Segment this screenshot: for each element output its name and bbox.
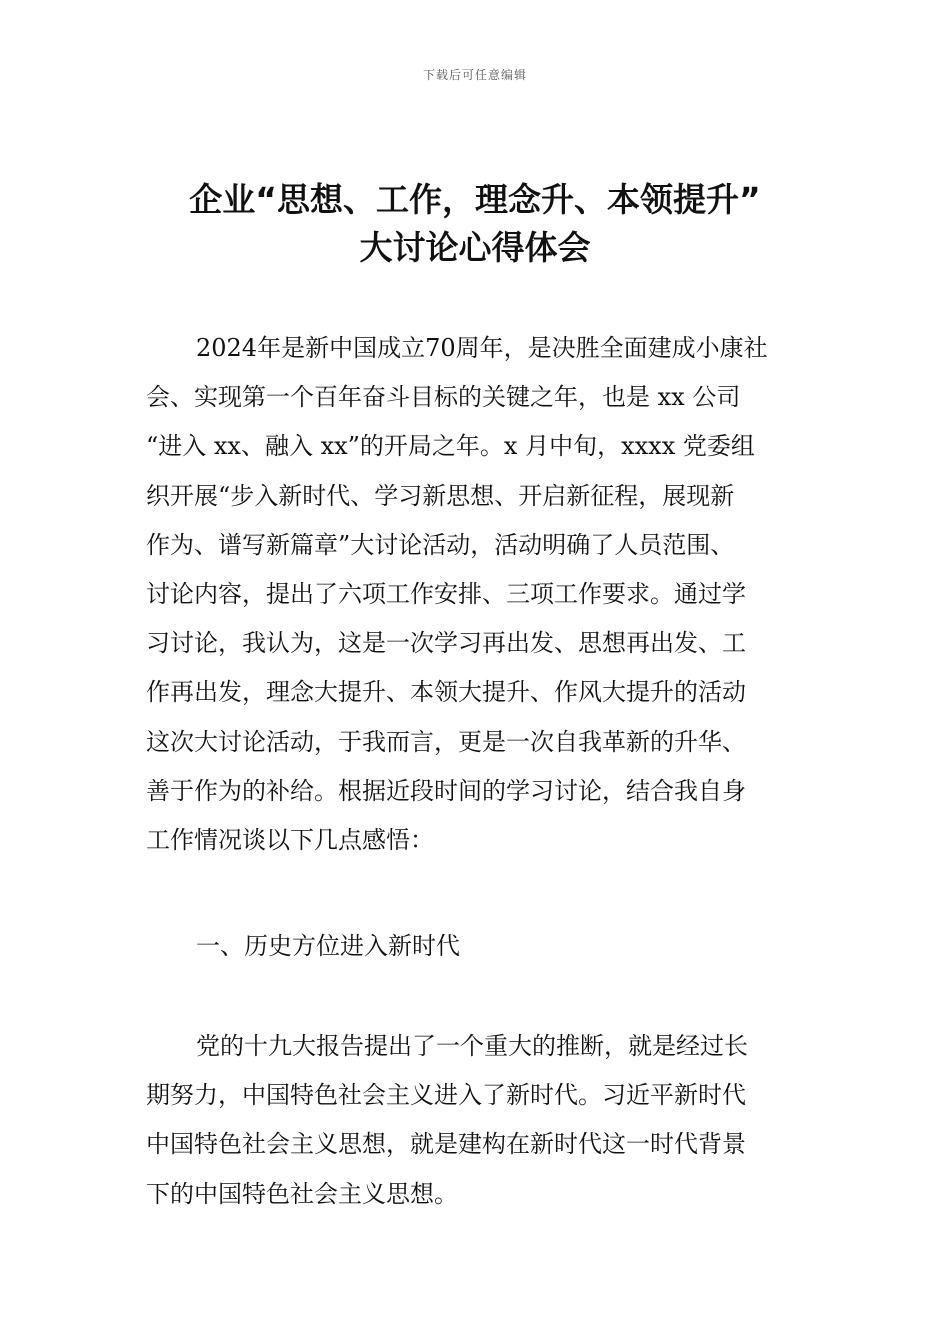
paragraph-line: 中国特色社会主义思想，就是建构在新时代这一时代背景 xyxy=(146,1130,746,1159)
paragraph-line: 讨论内容，提出了六项工作安排、三项工作要求。通过学 xyxy=(146,580,746,609)
title-line-2: 大讨论心得体会 xyxy=(359,228,591,267)
paragraph-line: 2024年是新中国成立70周年，是决胜全面建成小康社 xyxy=(196,334,768,362)
paragraph-line: “进入 xx、融入 xx”的开局之年。x 月中旬，xxxx 党委组 xyxy=(146,432,755,461)
paragraph-line: 期努力，中国特色社会主义进入了新时代。习近平新时代 xyxy=(146,1081,746,1110)
paragraph-line: 工作情况谈以下几点感悟： xyxy=(146,826,434,855)
document-title xyxy=(100,176,850,272)
paragraph-line: 党的十九大报告提出了一个重大的推断，就是经过长 xyxy=(196,1032,748,1060)
paragraph-line: 善于作为的补给。根据近段时间的学习讨论，结合我自身 xyxy=(146,776,746,805)
paragraph-line: 下的中国特色社会主义思想。 xyxy=(146,1179,458,1208)
paragraph-intro xyxy=(146,324,808,865)
paragraph-line: 织开展“步入新时代、学习新思想、开启新征程，展现新 xyxy=(146,481,735,510)
section-heading: 一、历史方位进入新时代 xyxy=(196,932,460,960)
paragraph-line: 习讨论，我认为，这是一次学习再出发、思想再出发、工 xyxy=(146,629,746,658)
paragraph-line: 作为、谱写新篇章”大讨论活动，活动明确了人员范围、 xyxy=(146,530,735,559)
paragraph-line: 作再出发，理念大提升、本领大提升、作风大提升的活动 xyxy=(146,678,746,707)
paragraph-line: 会、实现第一个百年奋斗目标的关键之年，也是 xx 公司 xyxy=(146,383,741,412)
paragraph-line: 这次大讨论活动，于我而言，更是一次自我革新的升华、 xyxy=(146,727,746,756)
paragraph-section1 xyxy=(146,1022,808,1219)
title-line-1: 企业“思想、工作，理念升、本领提升” xyxy=(189,180,761,219)
header-note: 下载后可任意编辑 xyxy=(422,68,527,82)
